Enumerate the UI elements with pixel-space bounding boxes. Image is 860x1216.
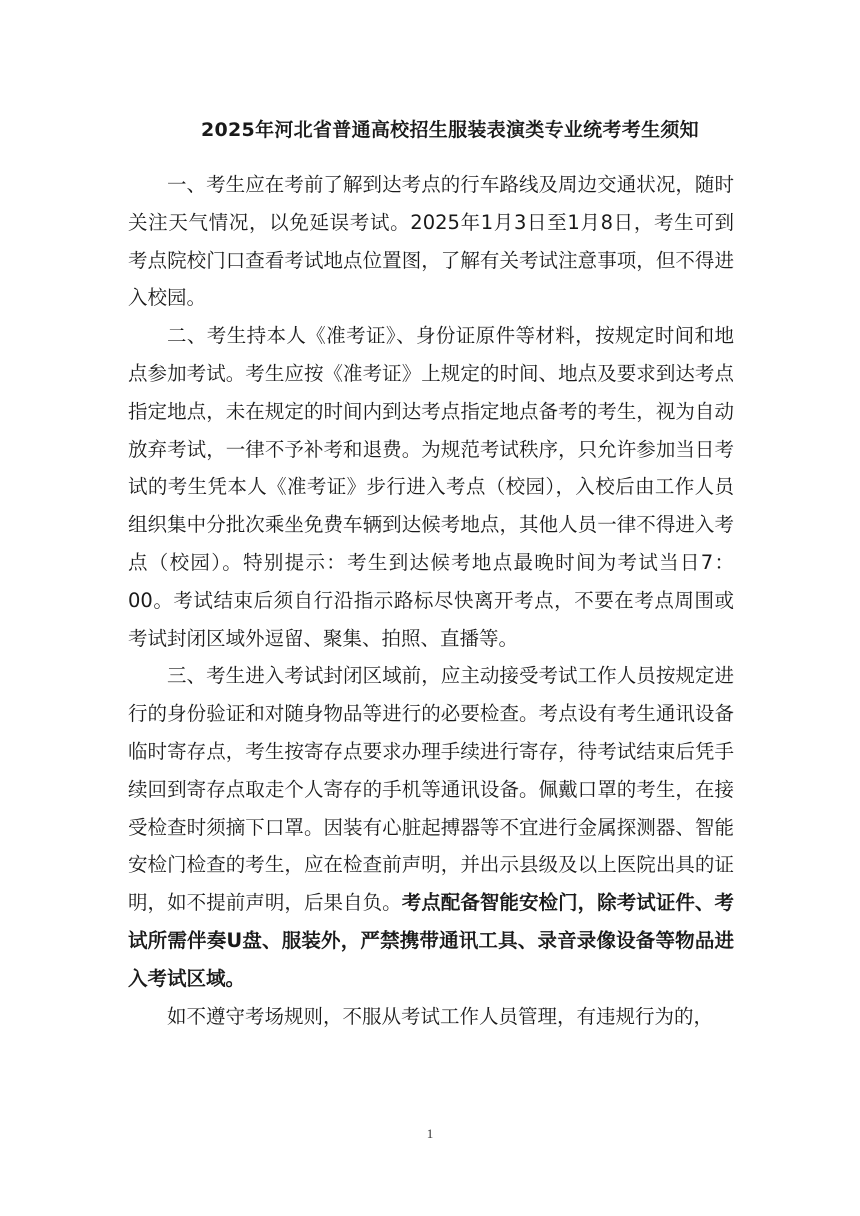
- paragraph-3-text: 三、考生进入考试封闭区域前，应主动接受考试工作人员按规定进行的身份验证和对随身物品等进行的必要检查。考点设有考生通讯设备临时寄存点，考生按寄存点要求办理手续进行寄存，待考试结束后凭手续回到寄存点取走个人寄存的手机等通讯设备。佩戴口罩的考生，在接受检查时须摘下口罩。因装有心脏起搏器等不宜进行金属探测器、智能安检门检查的考生，应在检查前声明，并出示县级及以上医院出具的证明，如不提前声明，后果自负。: [128, 664, 734, 915]
- paragraph-4-text: 如不遵守考场规则，不服从考试工作人员管理，有违规行为的，: [167, 1004, 714, 1028]
- paragraph-4: [128, 998, 734, 1036]
- document-title: 2025年河北省普通高校招生服装表演类专业统考考生须知: [201, 119, 699, 141]
- paragraph-2-text: 二、考生持本人《准考证》、身份证原件等材料，按规定时间和地点参加考试。考生应按《准考证》上规定的时间、地点及要求到达考点指定地点，未在规定的时间内到达考点指定地点备考的考生，视为自动放弃考试，一律不予补考和退费。为规范考试秩序，只允许参加当日考试的考生凭本人《准考证》步行进入考点（校园），入校后由工作人员组织集中分批次乘坐免费车辆到达候考地点，其他人员一律不得进入考点（校园）。特别提示：考生到达候考地点最晚时间为考试当日7：00。考试结束后须自行沿指示路标尽快离开考点，不要在考点周围或考试封闭区域外逗留、聚集、拍照、直播等。: [128, 324, 734, 650]
- paragraph-2: [128, 317, 734, 657]
- document-body: [128, 166, 734, 1035]
- paragraph-1: [128, 166, 734, 317]
- paragraph-3: [128, 657, 734, 997]
- paragraph-1-text: 一、考生应在考前了解到达考点的行车路线及周边交通状况，随时关注天气情况，以免延误考试。2025年1月3日至1月8日，考生可到考点院校门口查看考试地点位置图，了解有关考试注意事项，但不得进入校园。: [128, 173, 734, 310]
- page-number: 1: [426, 1126, 434, 1141]
- paragraph-3-bold-text: 考点配备智能安检门，除考试证件、考试所需伴奏U盘、服装外，严禁携带通讯工具、录音录像设备等物品进入考试区域。: [128, 891, 734, 990]
